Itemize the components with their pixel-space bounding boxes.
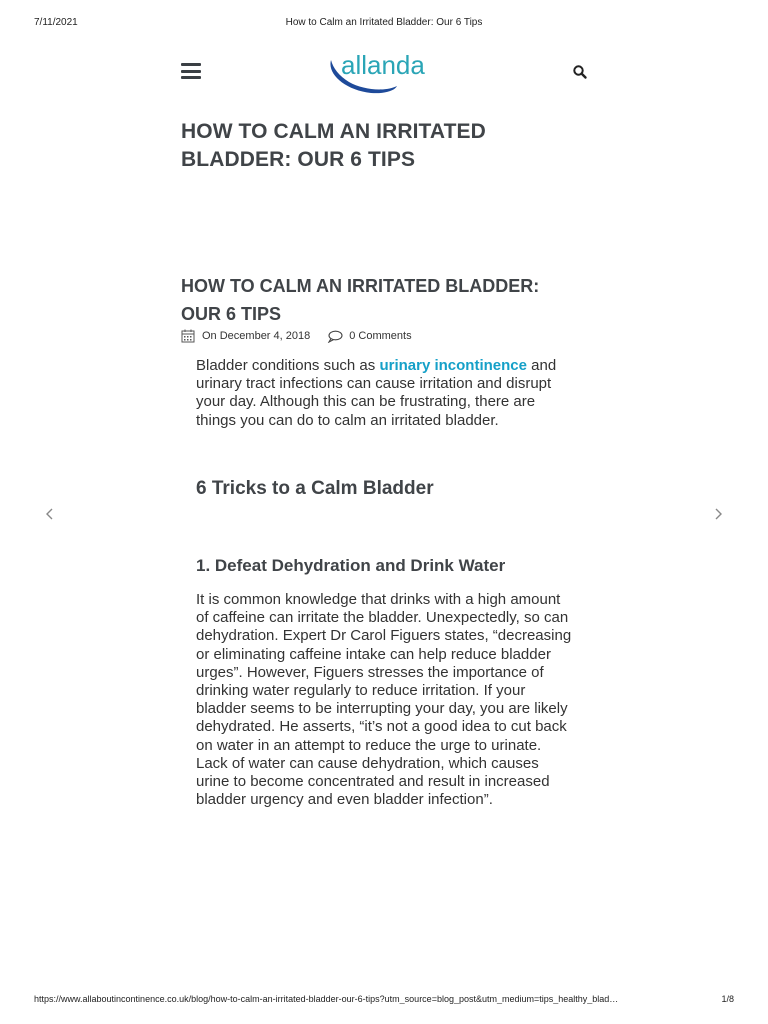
post-title: HOW TO CALM AN IRRITATED BLADDER: OUR 6 TIPS: [181, 276, 540, 324]
chevron-left-icon[interactable]: [44, 506, 56, 522]
print-date: 7/11/2021: [34, 17, 78, 28]
urinary-incontinence-link[interactable]: urinary incontinence: [379, 357, 527, 374]
page-number: 1/8: [721, 994, 734, 1004]
hamburger-menu-icon[interactable]: [181, 63, 201, 79]
allanda-logo[interactable]: [325, 46, 445, 98]
logo-text: allanda: [341, 50, 425, 80]
comment-bubble-icon[interactable]: [327, 330, 343, 343]
intro-paragraph: [196, 357, 576, 430]
site-header: [180, 46, 590, 102]
calendar-icon: [181, 329, 195, 343]
search-icon[interactable]: [572, 64, 588, 80]
post-date: On December 4, 2018: [202, 330, 311, 342]
chevron-right-icon[interactable]: [712, 506, 724, 522]
post-meta: [181, 328, 581, 344]
tip-1-heading: 1. Defeat Dehydration and Drink Water: [196, 556, 506, 575]
print-footer: [34, 994, 734, 1008]
print-url: https://www.allaboutincontinence.co.uk/blog/how-to-calm-an-irritated-bladder-our-6-tips?utm_source=blog_post&utm_medium=tips_healthy_blad…: [34, 994, 619, 1004]
intro-text-end: and urinary tract infections can cause irritation and disrupt your day. Although this can be frustrating, there are things you can do to calm an irritated bladder.: [196, 357, 557, 429]
print-title: How to Calm an Irritated Bladder: Our 6 Tips: [285, 17, 483, 28]
print-header: [34, 17, 734, 31]
intro-text-start: Bladder conditions such as: [196, 357, 380, 374]
section-heading: 6 Tricks to a Calm Bladder: [196, 478, 434, 499]
tip-1-paragraph: It is common knowledge that drinks with a high amount of caffeine can irritate the bladder. Unexpectedly, so can dehydration. Expert Dr Carol Figuers states, “decreasing or eliminating caffeine intake can help reduce bladder urges”. However, Figuers stresses the importance of drinking water regularly to reduce irritation. If your bladder seems to be interrupting your day, you are likely dehydrated. He asserts, “it’s not a good idea to cut back on water in an attempt to reduce the urge to urinate. Lack of water can cause dehydration, which causes urine to become concentrated and result in increased bladder urgency and even bladder infection”.: [196, 591, 572, 809]
comment-count-link[interactable]: 0 Comments: [349, 330, 412, 342]
page-title: HOW TO CALM AN IRRITATED BLADDER: OUR 6 TIPS: [181, 120, 486, 171]
